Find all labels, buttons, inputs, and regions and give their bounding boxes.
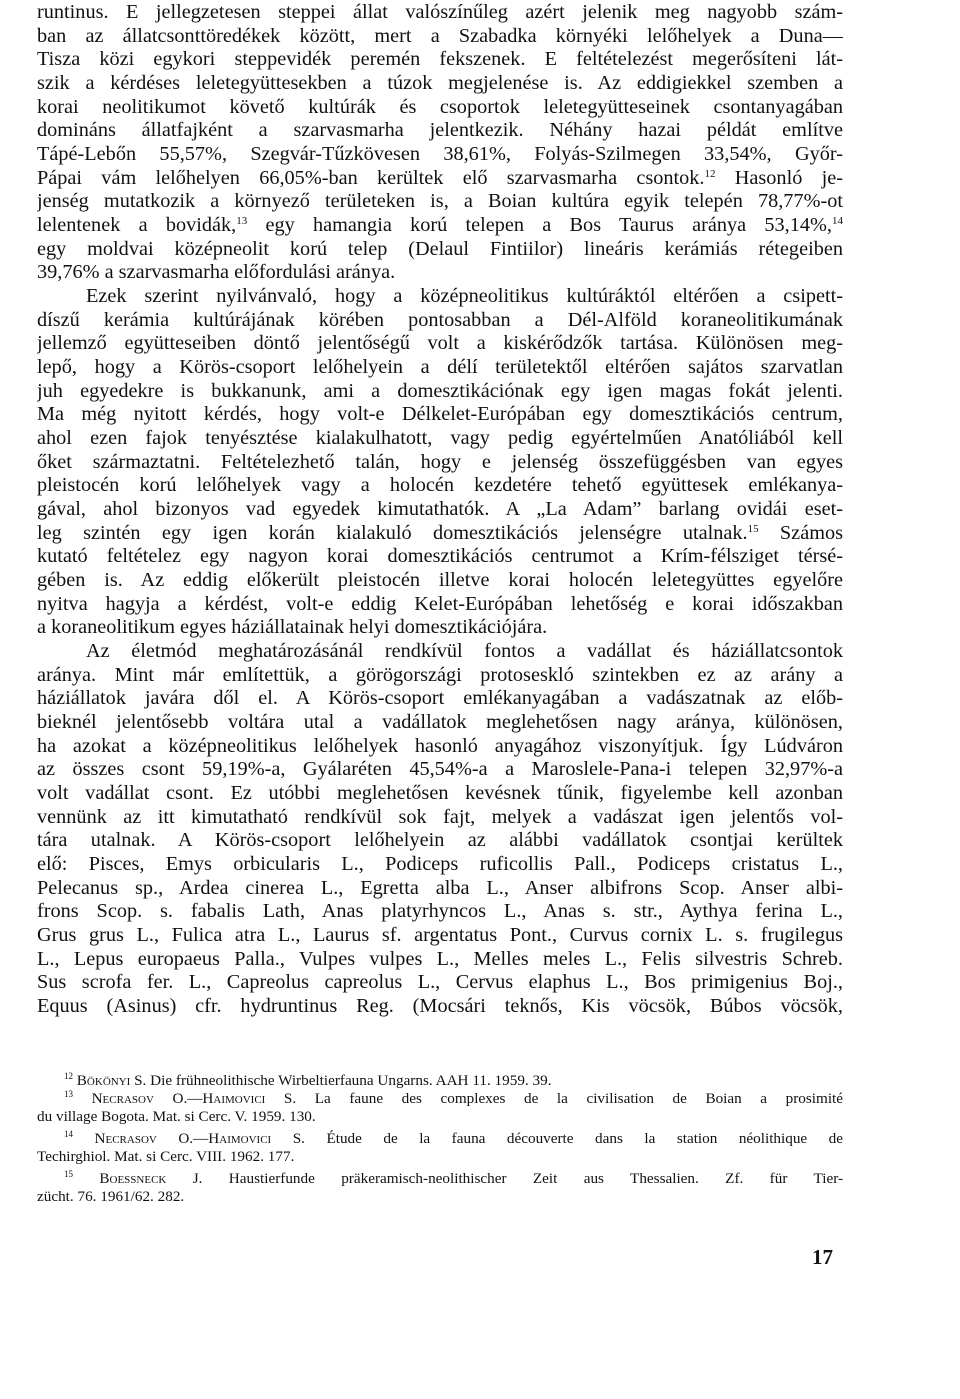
text-line: domináns állatfajként a szarvasmarha jelentkezik. Néhány hazai példát említve	[37, 119, 843, 141]
text-line: juh egyedekre is bukkanunk, ami a domesztikációnak egy igen magas fokát jelenti.	[37, 380, 843, 402]
text-line: jellemző együtteseiben döntő jelentőségű volt a kiskérődzők tartása. Különösen meg-	[37, 332, 843, 354]
text-line: gében is. Az eddig előkerült pleistocén illetve korai holocén leletegyüttes egyelőre	[37, 569, 843, 591]
footnote-13-continuation: du village Bogota. Mat. si Cerc. V. 1959. 130.	[37, 1108, 316, 1125]
text-line: Grus grus L., Fulica atra L., Laurus sf. argentatus Pont., Curvus cornix L. s. frugilegus	[37, 924, 843, 946]
footnote-number: 14	[64, 1130, 73, 1139]
footnote-text: Die frühneolithische Wirbeltierfauna Ungarns. AAH 11. 1959. 39.	[146, 1072, 552, 1089]
text-line: Ma még nyitott kérdés, hogy volt-e Délkelet-Európában egy domesztikációs centrum,	[37, 403, 843, 425]
text-line: 39,76% a szarvasmarha előfordulási aránya.	[37, 261, 396, 283]
text-line: jenség mutatkozik a környező területeken is, a Boian kultúra egyik telepén 78,77%-ot	[37, 190, 843, 212]
text-line: Sus scrofa fer. L., Capreolus capreolus L., Cervus elaphus L., Bos primigenius Boj.,	[37, 971, 843, 993]
text-span: Hasonló je-	[715, 167, 843, 189]
footnote-text: Étude de la fauna découverte dans la station néolithique de	[304, 1130, 843, 1147]
text-line: az összes csont 59,19%-a, Gyálaréten 45,54%-a a Maroslele-Pana-i telepen 32,97%-a	[37, 758, 843, 780]
text-line: díszű kerámia kultúrájának körében pontosabban a Dél-Alföld koraneolitikumának	[37, 309, 843, 331]
text-line: gával, ahol bizonyos vad egyedek kimutathatók. A „La Adam” barlang ovidái eset-	[37, 498, 843, 520]
text-line: Tisza közi egykori steppevidék peremén fekszenek. E feltételezést megerősíteni lát-	[37, 48, 843, 70]
text-line: lepő, hogy a Körös-csoport lelőhelyein a délí területektől eltérően sajátos szarvatlan	[37, 356, 843, 378]
text-line: runtinus. E jellegzetesen steppei állat valószínűleg azért jelenik meg nagyobb szám-	[37, 1, 843, 23]
text-line: őket származtatni. Feltételezhető talán, hogy e jelenség összefüggésben van egyes	[37, 451, 843, 473]
footnote-ref[interactable]: 13	[236, 215, 248, 227]
footnote-14	[64, 1130, 843, 1148]
footnote-15-continuation: zücht. 76. 1961/62. 282.	[37, 1188, 185, 1205]
footnote-ref[interactable]: 15	[747, 523, 759, 535]
text-line: korai neolitikumot követő kultúrák és csoportok leletegyütteseinek csontanyagában	[37, 96, 843, 118]
footnote-text: La faune des complexes de la civilisation de Boian a prosimité	[296, 1090, 843, 1107]
footnote-number: 15	[64, 1170, 73, 1179]
text-line: ban az állatcsonttöredékek között, mert a Szabadka környéki lelőhelyek a Duna—	[37, 25, 843, 47]
text-line: vennünk az itt kimutatható rendkívül sok fajt, melyek a vadászat igen jelentős vol-	[37, 806, 843, 828]
text-line: aránya. Mint már említettük, a görögországi protoseskló szintekben ez az arány a	[37, 664, 843, 686]
text-span: egy hamangia korú telepen a Bos Taurus aránya 53,14%,	[247, 214, 832, 236]
text-line: bieknél jelentősebb voltára utal a vadállatok meglehetősen nagy aránya, különösen,	[37, 711, 843, 733]
text-line: egy moldvai középneolit korú telep (Delaul Fintiilor) lineáris kerámiás rétegeiben	[37, 238, 843, 260]
text-line: Az életmód meghatározásánál rendkívül fontos a vadállat és háziállatcsontok	[86, 640, 843, 662]
footnote-15	[64, 1170, 843, 1188]
text-line	[37, 521, 843, 545]
footnote-number: 12	[64, 1072, 73, 1081]
footnote-author: Necrasov O.—Haimovici S.	[94, 1130, 305, 1147]
text-line: L., Lepus europaeus Palla., Vulpes vulpes L., Melles meles L., Felis silvestris Schreb.	[37, 948, 843, 970]
text-line: szik a kérdéses leletegyüttesekben a túzok megjelenése is. Az eddigiekkel szemben a	[37, 72, 843, 94]
text-line: háziállatok javára dől el. A Körös-csoport emlékanyagában a vadászatnak az előb-	[37, 687, 843, 709]
footnote-author: Bökönyi S.	[76, 1072, 147, 1089]
footnote-13	[64, 1090, 843, 1108]
text-line: tára utalnak. A Körös-csoport lelőhelyein az alábbi vadállatok csontjai kerültek	[37, 829, 843, 851]
text-line	[37, 166, 843, 190]
text-line: elő: Pisces, Emys orbicularis L., Podiceps ruficollis Pall., Podiceps cristatus L.,	[37, 853, 843, 875]
text-line: ahol ezen fajok tenyésztése kialakulhatott, vagy pedig egyértelműen Anatóliából kell	[37, 427, 843, 449]
text-span: Pápai vám lelőhelyen 66,05%-ban kerültek elő szarvasmarha csontok.	[37, 167, 705, 189]
text-line: kutató feltételez egy nagyon korai domesztikációs centrumot a Krím-félsziget térsé-	[37, 545, 843, 567]
footnote-ref[interactable]: 12	[704, 168, 716, 180]
footnote-ref[interactable]: 14	[832, 215, 843, 227]
text-line: a koraneolitikum egyes háziállatainak helyi domesztikációjára.	[37, 616, 548, 638]
text-line: volt vadállat csont. Ez utóbbi meglehetősen kevésnek tűnik, figyelembe kell azonban	[37, 782, 843, 804]
footnote-14-continuation: Techirghiol. Mat. si Cerc. VIII. 1962. 177.	[37, 1148, 295, 1165]
text-span: Számos	[758, 522, 843, 544]
footnote-number: 13	[64, 1090, 73, 1099]
text-line: ha azokat a középneolitikus lelőhelyek hasonló anyagához viszonyítjuk. Így Lúdváron	[37, 735, 843, 757]
footnote-text: Haustierfunde präkeramisch-neolithischer Zeit aus Thessalien. Zf. für Tier-	[202, 1170, 843, 1187]
text-line: nyitva hagyja a kérdést, volt-e eddig Kelet-Európában lehetőség e korai időszakban	[37, 593, 843, 615]
text-line: Tápé-Lebőn 55,57%, Szegvár-Tűzkövesen 38,61%, Folyás-Szilmegen 33,54%, Győr-	[37, 143, 843, 165]
text-line	[37, 213, 843, 237]
text-line: frons Scop. s. fabalis Lath, Anas platyrhyncos L., Anas s. str., Aythya ferina L.,	[37, 900, 843, 922]
footnote-author: Boessneck J.	[99, 1170, 203, 1187]
text-span: lelentenek a bovidák,	[37, 214, 237, 236]
footnote-author: Necrasov O.—Haimovici S.	[91, 1090, 297, 1107]
text-line: Ezek szerint nyilvánvaló, hogy a középneolitikus kultúráktól eltérően a csipett-	[86, 285, 843, 307]
text-line: pleistocén korú lelőhelyek vagy a holocén kezdetére tehető együttesek emlékanya-	[37, 474, 843, 496]
text-line: Equus (Asinus) cfr. hydruntinus Reg. (Mocsári teknős, Kis vöcsök, Búbos vöcsök,	[37, 995, 843, 1017]
footnote-12	[64, 1072, 843, 1090]
page-number: 17	[812, 1245, 833, 1269]
text-span: leg szintén egy igen korán kialakuló domesztikációs jelenségre utalnak.	[37, 522, 748, 544]
text-line: Pelecanus sp., Ardea cinerea L., Egretta alba L., Anser albifrons Scop. Anser albi-	[37, 877, 843, 899]
